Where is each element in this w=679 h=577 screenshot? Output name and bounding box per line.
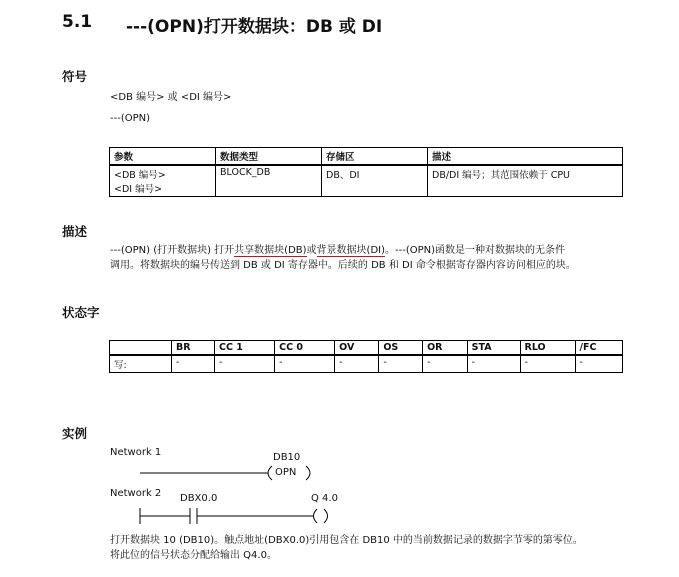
network1-label: Network 1 xyxy=(110,447,162,458)
sw-h-cc0: CC 0 xyxy=(275,341,335,356)
desc-cell: DB/DI 编号；其范围依赖于 CPU xyxy=(428,165,623,197)
param-line1: <DB 编号> xyxy=(114,170,166,181)
type-cell: BLOCK_DB xyxy=(216,165,322,197)
status-word-heading: 状态字 xyxy=(62,305,100,320)
network2-output-operand: Q 4.0 xyxy=(311,493,338,504)
sw-h-fc: /FC xyxy=(575,341,622,356)
sw-v-fc: - xyxy=(575,355,622,373)
sw-h-os: OS xyxy=(379,341,423,356)
network2-contact-operand: DBX0.0 xyxy=(180,493,218,504)
desc-line2: 调用。将数据块的编号传送到 DB 或 DI 寄存器中。后续的 DB 和 DI 命令根据寄存器内容访问相应的块。 xyxy=(110,260,576,271)
sw-v-os: - xyxy=(379,355,423,373)
sw-h-or: OR xyxy=(423,341,468,356)
output-coil-right-arc xyxy=(324,509,328,523)
network2-rung xyxy=(138,505,338,527)
sw-h0 xyxy=(110,341,172,356)
sw-h-cc1: CC 1 xyxy=(215,341,275,356)
network1-operand: DB10 xyxy=(273,452,301,463)
section-number: 5.1 xyxy=(62,12,93,32)
desc-part-c: 。---(OPN)函数是一种对数据块的无条件 xyxy=(385,245,566,256)
sw-row-label: 写: xyxy=(110,355,172,373)
output-coil-left-arc xyxy=(314,509,318,523)
example-text-2: 将此位的信号状态分配给输出 Q4.0。 xyxy=(110,550,277,561)
example-text-1: 打开数据块 10 (DB10)。触点地址(DBX0.0)引用包含在 DB10 中的当前数据记录的数据字节零的第零位。 xyxy=(110,535,583,546)
param-header: 参数 xyxy=(110,148,216,166)
description-heading: 描述 xyxy=(62,224,88,239)
sw-v-ov: - xyxy=(335,355,379,373)
sw-v-or: - xyxy=(423,355,468,373)
sw-v-br: - xyxy=(172,355,215,373)
coil-right-arc xyxy=(306,466,310,480)
sw-h-rlo: RLO xyxy=(520,341,575,356)
sw-v-cc0: - xyxy=(275,355,335,373)
instance-db-link: 背景数据块(DI) xyxy=(316,245,385,256)
example-heading: 实例 xyxy=(62,426,88,441)
desc-part-b: 或 xyxy=(306,245,317,256)
param-line2: <DI 编号> xyxy=(114,184,163,195)
coil-left-arc xyxy=(268,466,272,480)
sw-v-sta: - xyxy=(467,355,520,373)
sw-v-rlo: - xyxy=(520,355,575,373)
section-title: ---(OPN)打开数据块：DB 或 DI xyxy=(126,17,383,37)
sw-v-cc1: - xyxy=(215,355,275,373)
description-paragraph xyxy=(110,243,650,273)
network1-coil-label: OPN xyxy=(275,467,297,478)
sw-h-sta: STA xyxy=(467,341,520,356)
param-cell xyxy=(110,165,216,197)
shared-db-link: 共享数据块(DB) xyxy=(234,245,307,256)
area-header: 存储区 xyxy=(322,148,428,166)
area-cell: DB、DI xyxy=(322,165,428,197)
status-word-table xyxy=(109,340,623,373)
sw-h-br: BR xyxy=(172,341,215,356)
symbol-line1: <DB 编号> 或 <DI 编号> xyxy=(110,92,232,103)
type-header: 数据类型 xyxy=(216,148,322,166)
desc-part-a: ---(OPN) (打开数据块) 打开 xyxy=(110,245,235,256)
network2-label: Network 2 xyxy=(110,488,162,499)
symbol-line2: ---(OPN) xyxy=(110,113,151,124)
sw-h-ov: OV xyxy=(335,341,379,356)
symbol-heading: 符号 xyxy=(62,69,88,84)
desc-header: 描述 xyxy=(428,148,623,166)
parameter-table xyxy=(109,147,623,197)
